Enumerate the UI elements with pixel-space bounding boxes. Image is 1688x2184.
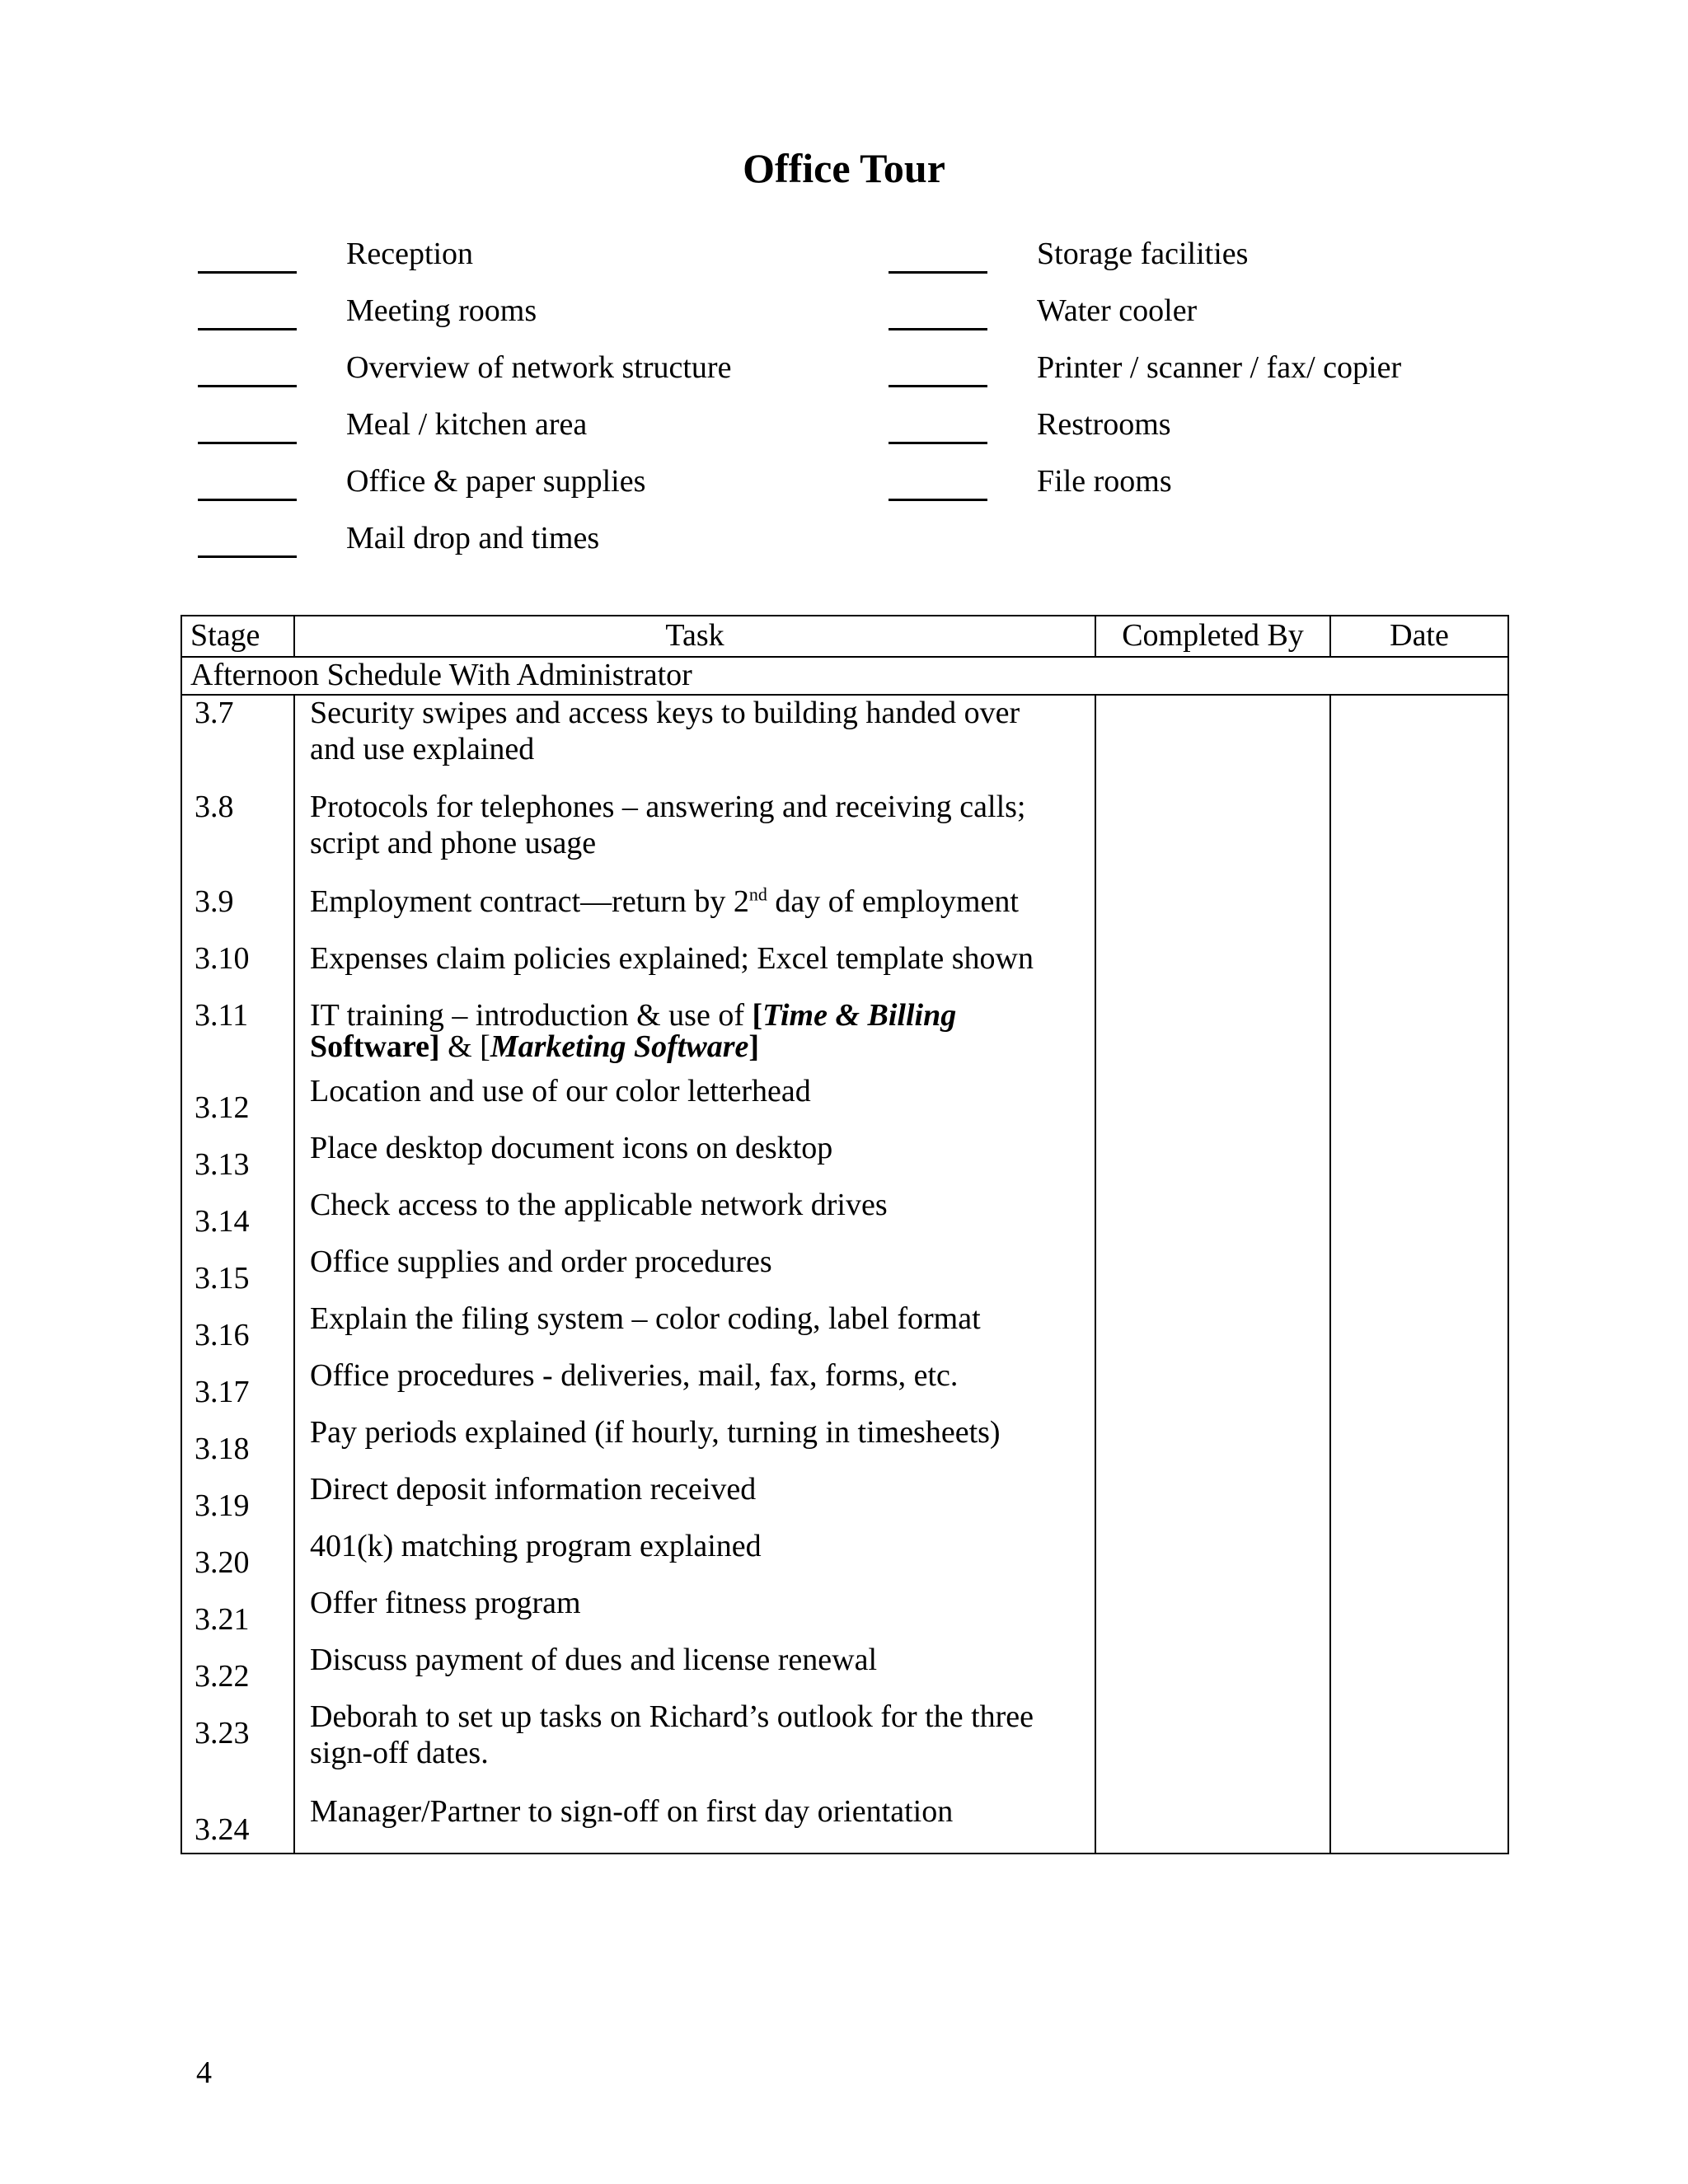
table-row bbox=[181, 884, 1508, 941]
date-cell[interactable] bbox=[1330, 1472, 1508, 1529]
date-cell[interactable] bbox=[1330, 1415, 1508, 1472]
task-cell bbox=[294, 1301, 1095, 1358]
stage-cell bbox=[181, 1794, 294, 1854]
completed-by-cell[interactable] bbox=[1095, 884, 1330, 941]
checklist-item-label: Overview of network structure bbox=[346, 350, 732, 385]
bracket: ] bbox=[748, 1029, 760, 1064]
date-cell[interactable] bbox=[1330, 695, 1508, 790]
table-row bbox=[181, 1794, 1508, 1854]
completed-by-cell[interactable] bbox=[1095, 941, 1330, 998]
task-text: and use explained bbox=[310, 731, 535, 766]
completed-by-cell[interactable] bbox=[1095, 1699, 1330, 1794]
checklist-item-label: Meal / kitchen area bbox=[346, 407, 588, 442]
task-cell bbox=[294, 1188, 1095, 1244]
date-cell[interactable] bbox=[1330, 1188, 1508, 1244]
task-text: Check access to the applicable network drives bbox=[310, 1188, 888, 1222]
task-text: Protocols for telephones – answering and receiving calls; bbox=[310, 790, 1026, 824]
software-name: Marketing Software bbox=[490, 1029, 749, 1064]
date-cell[interactable] bbox=[1330, 1244, 1508, 1301]
table-row bbox=[181, 790, 1508, 884]
checklist-item-label: Mail drop and times bbox=[346, 521, 600, 555]
task-text: 401(k) matching program explained bbox=[310, 1529, 762, 1563]
completed-by-cell[interactable] bbox=[1095, 695, 1330, 790]
completed-by-cell[interactable] bbox=[1095, 1472, 1330, 1529]
date-cell[interactable] bbox=[1330, 1301, 1508, 1358]
completed-by-cell[interactable] bbox=[1095, 1415, 1330, 1472]
blank-line bbox=[889, 385, 987, 387]
stage-cell bbox=[181, 1472, 294, 1529]
table-row bbox=[181, 998, 1508, 1074]
completed-by-cell[interactable] bbox=[1095, 1529, 1330, 1586]
date-cell[interactable] bbox=[1330, 884, 1508, 941]
task-text: Discuss payment of dues and license renewal bbox=[310, 1643, 878, 1677]
header-completed-by: Completed By bbox=[1095, 616, 1330, 657]
stage-number: 3.17 bbox=[195, 1375, 250, 1409]
table-row bbox=[181, 1301, 1508, 1358]
stage-number: 3.7 bbox=[195, 696, 234, 730]
header-stage: Stage bbox=[181, 616, 294, 657]
stage-cell bbox=[181, 1244, 294, 1301]
stage-number: 3.12 bbox=[195, 1090, 250, 1125]
stage-cell bbox=[181, 1358, 294, 1415]
stage-number: 3.8 bbox=[195, 790, 234, 824]
header-task: Task bbox=[294, 616, 1095, 657]
date-cell[interactable] bbox=[1330, 1699, 1508, 1794]
table-header-row bbox=[181, 616, 1508, 657]
table-row bbox=[181, 1358, 1508, 1415]
checklist-item-label: Office & paper supplies bbox=[346, 464, 646, 499]
completed-by-cell[interactable] bbox=[1095, 1301, 1330, 1358]
task-text: Deborah to set up tasks on Richard’s outlook for the three bbox=[310, 1699, 1034, 1734]
software-word: Software] bbox=[310, 1029, 440, 1064]
task-text: Expenses claim policies explained; Excel template shown bbox=[310, 941, 1034, 976]
task-text bbox=[310, 884, 1078, 921]
stage-cell bbox=[181, 695, 294, 790]
stage-cell bbox=[181, 1415, 294, 1472]
page-title: Office Tour bbox=[743, 145, 945, 191]
task-text: Office procedures - deliveries, mail, fax, forms, etc. bbox=[310, 1358, 959, 1393]
task-cell bbox=[294, 884, 1095, 941]
table-row bbox=[181, 1472, 1508, 1529]
checklist-item-label: Printer / scanner / fax/ copier bbox=[1037, 350, 1402, 385]
completed-by-cell[interactable] bbox=[1095, 1074, 1330, 1131]
task-cell bbox=[294, 1244, 1095, 1301]
task-text-part: IT training – introduction & use of bbox=[310, 998, 753, 1033]
stage-number: 3.10 bbox=[195, 941, 250, 976]
date-cell[interactable] bbox=[1330, 1529, 1508, 1586]
task-text: Office supplies and order procedures bbox=[310, 1244, 772, 1279]
blank-line bbox=[889, 328, 987, 330]
task-cell bbox=[294, 1643, 1095, 1699]
table-row bbox=[181, 1699, 1508, 1794]
blank-line bbox=[198, 271, 297, 274]
task-cell bbox=[294, 1794, 1095, 1854]
stage-cell bbox=[181, 1188, 294, 1244]
blank-line bbox=[889, 499, 987, 501]
table-row bbox=[181, 1415, 1508, 1472]
orientation-table bbox=[181, 615, 1509, 1854]
completed-by-cell[interactable] bbox=[1095, 1131, 1330, 1188]
table-row bbox=[181, 1188, 1508, 1244]
table-row bbox=[181, 1529, 1508, 1586]
date-cell[interactable] bbox=[1330, 941, 1508, 998]
task-text-part: Employment contract—return by 2 bbox=[310, 884, 749, 919]
date-cell[interactable] bbox=[1330, 998, 1508, 1074]
section-row bbox=[181, 657, 1508, 695]
stage-cell bbox=[181, 1643, 294, 1699]
task-text: Explain the filing system – color coding, label format bbox=[310, 1301, 981, 1336]
stage-number: 3.19 bbox=[195, 1488, 250, 1523]
task-cell bbox=[294, 1131, 1095, 1188]
stage-cell bbox=[181, 1699, 294, 1794]
task-cell bbox=[294, 941, 1095, 998]
stage-cell bbox=[181, 1586, 294, 1643]
task-text-part: & [ bbox=[439, 1029, 490, 1064]
stage-cell bbox=[181, 998, 294, 1074]
task-cell bbox=[294, 998, 1095, 1074]
stage-cell bbox=[181, 884, 294, 941]
header-date: Date bbox=[1330, 616, 1508, 657]
stage-cell bbox=[181, 1131, 294, 1188]
table-row bbox=[181, 1244, 1508, 1301]
stage-cell bbox=[181, 941, 294, 998]
stage-cell bbox=[181, 1301, 294, 1358]
checklist-item-label: Restrooms bbox=[1037, 407, 1171, 442]
table-row bbox=[181, 1074, 1508, 1131]
task-text: Offer fitness program bbox=[310, 1586, 581, 1620]
task-cell bbox=[294, 695, 1095, 790]
date-cell[interactable] bbox=[1330, 1643, 1508, 1699]
task-cell bbox=[294, 790, 1095, 884]
completed-by-cell[interactable] bbox=[1095, 1643, 1330, 1699]
task-text-part: day of employment bbox=[767, 884, 1019, 919]
date-cell[interactable] bbox=[1330, 790, 1508, 884]
checklist-item-label: Meeting rooms bbox=[346, 293, 537, 328]
date-cell[interactable] bbox=[1330, 1794, 1508, 1854]
completed-by-cell[interactable] bbox=[1095, 998, 1330, 1074]
stage-cell bbox=[181, 790, 294, 884]
ordinal-suffix: nd bbox=[748, 883, 767, 905]
stage-cell bbox=[181, 1529, 294, 1586]
stage-number: 3.24 bbox=[195, 1812, 250, 1847]
completed-by-cell[interactable] bbox=[1095, 1244, 1330, 1301]
task-text: Security swipes and access keys to building handed over bbox=[310, 696, 1020, 730]
software-name: Time & Billing bbox=[762, 998, 957, 1033]
task-text: Place desktop document icons on desktop bbox=[310, 1131, 833, 1165]
blank-line bbox=[198, 328, 297, 330]
bracket: [ bbox=[752, 998, 763, 1033]
completed-by-cell[interactable] bbox=[1095, 1586, 1330, 1643]
completed-by-cell[interactable] bbox=[1095, 1358, 1330, 1415]
checklist-item-label: Water cooler bbox=[1037, 293, 1198, 328]
date-cell[interactable] bbox=[1330, 1358, 1508, 1415]
date-cell[interactable] bbox=[1330, 1074, 1508, 1131]
completed-by-cell[interactable] bbox=[1095, 1188, 1330, 1244]
blank-line bbox=[889, 271, 987, 274]
stage-number: 3.15 bbox=[195, 1261, 250, 1296]
table-row bbox=[181, 941, 1508, 998]
task-text: script and phone usage bbox=[310, 825, 597, 860]
stage-number: 3.18 bbox=[195, 1432, 250, 1466]
stage-number: 3.11 bbox=[195, 998, 249, 1033]
task-text bbox=[310, 1029, 1078, 1066]
task-cell bbox=[294, 1699, 1095, 1794]
task-cell bbox=[294, 1529, 1095, 1586]
stage-number: 3.14 bbox=[195, 1204, 250, 1239]
table-row bbox=[181, 1131, 1508, 1188]
page-number: 4 bbox=[196, 2055, 212, 2090]
checklist-item-label: Reception bbox=[346, 237, 474, 271]
stage-number: 3.13 bbox=[195, 1147, 250, 1182]
task-cell bbox=[294, 1586, 1095, 1643]
task-text: Location and use of our color letterhead bbox=[310, 1074, 811, 1108]
table-body bbox=[181, 695, 1508, 1854]
checklist-item-label: Storage facilities bbox=[1037, 237, 1249, 271]
stage-number: 3.16 bbox=[195, 1318, 250, 1352]
task-text: Manager/Partner to sign-off on first day orientation bbox=[310, 1794, 954, 1829]
completed-by-cell[interactable] bbox=[1095, 790, 1330, 884]
task-text: sign-off dates. bbox=[310, 1735, 489, 1770]
blank-line bbox=[198, 555, 297, 558]
stage-number: 3.9 bbox=[195, 884, 234, 919]
table-row bbox=[181, 695, 1508, 790]
blank-line bbox=[198, 499, 297, 501]
section-title: Afternoon Schedule With Administrator bbox=[181, 657, 1508, 695]
task-text: Direct deposit information received bbox=[310, 1472, 757, 1507]
stage-number: 3.23 bbox=[195, 1716, 250, 1750]
blank-line bbox=[198, 442, 297, 444]
stage-number: 3.20 bbox=[195, 1545, 250, 1580]
table-row bbox=[181, 1586, 1508, 1643]
task-cell bbox=[294, 1358, 1095, 1415]
task-cell bbox=[294, 1074, 1095, 1131]
task-cell bbox=[294, 1472, 1095, 1529]
date-cell[interactable] bbox=[1330, 1131, 1508, 1188]
blank-line bbox=[889, 442, 987, 444]
stage-number: 3.22 bbox=[195, 1659, 250, 1694]
stage-cell bbox=[181, 1074, 294, 1131]
date-cell[interactable] bbox=[1330, 1586, 1508, 1643]
table-row bbox=[181, 1643, 1508, 1699]
blank-line bbox=[198, 385, 297, 387]
checklist-item-label: File rooms bbox=[1037, 464, 1172, 499]
completed-by-cell[interactable] bbox=[1095, 1794, 1330, 1854]
stage-number: 3.21 bbox=[195, 1602, 250, 1637]
task-text: Pay periods explained (if hourly, turning in timesheets) bbox=[310, 1415, 1001, 1450]
task-cell bbox=[294, 1415, 1095, 1472]
